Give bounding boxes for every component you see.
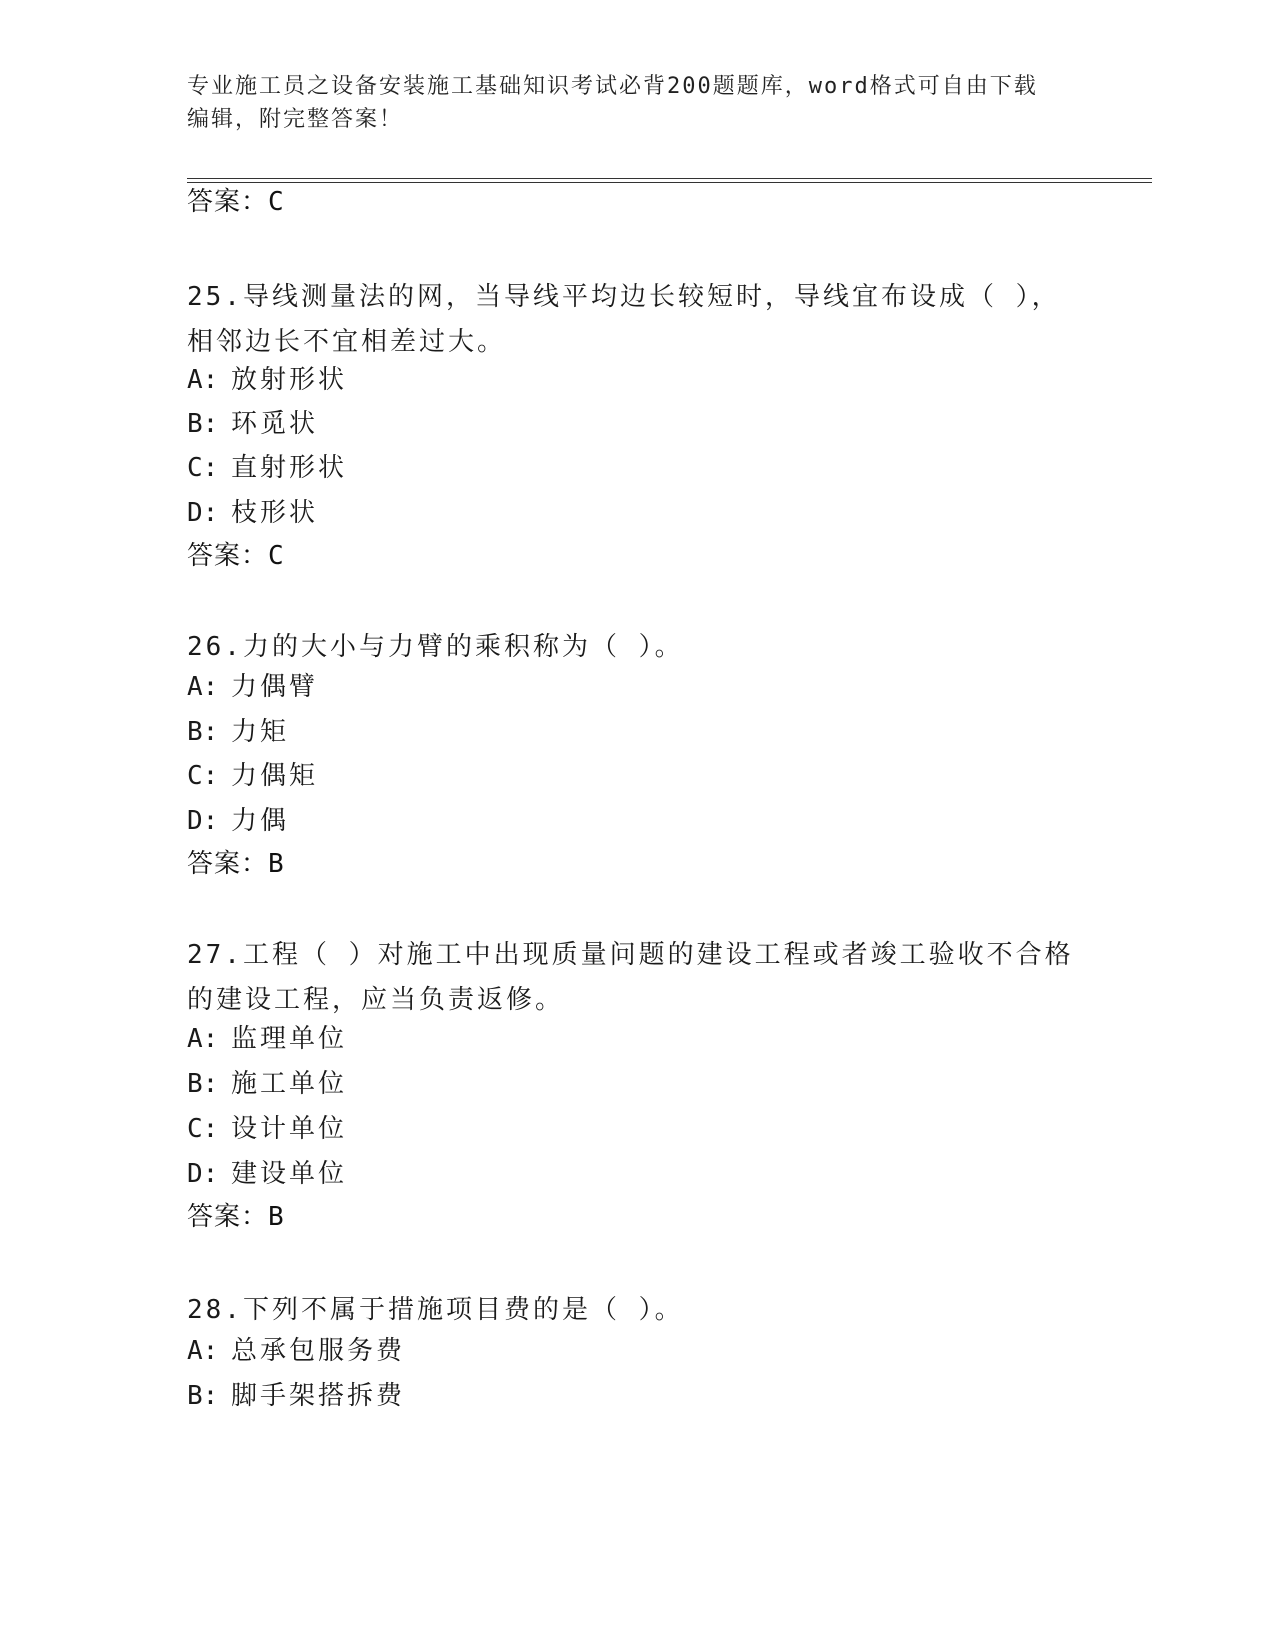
question-26-option-c <box>187 760 318 792</box>
answer-prefix: 答案： <box>187 541 269 571</box>
option-label: A: <box>187 1024 219 1054</box>
question-text-line: 相邻边长不宜相差过大。 <box>187 327 507 357</box>
question-27-text <box>187 933 1077 1023</box>
answer-value: B <box>268 849 285 879</box>
question-26-option-d <box>187 805 289 837</box>
question-28-option-a <box>187 1335 405 1367</box>
question-26-text <box>187 625 1077 670</box>
question-28-text <box>187 1288 1077 1333</box>
option-text: 设计单位 <box>231 1114 348 1144</box>
option-label: D: <box>187 1159 219 1189</box>
answer-prefix: 答案： <box>187 1202 269 1232</box>
option-text: 建设单位 <box>231 1159 348 1189</box>
option-label: C: <box>187 1114 219 1144</box>
question-25-option-c <box>187 452 347 484</box>
option-label: B: <box>187 1069 219 1099</box>
option-label: D: <box>187 806 219 836</box>
option-text: 脚手架搭拆费 <box>231 1381 406 1411</box>
question-27-answer <box>187 1201 285 1233</box>
option-label: C: <box>187 453 219 483</box>
question-27-option-c <box>187 1113 347 1145</box>
answer-prefix: 答案： <box>187 849 269 879</box>
question-25-text <box>187 275 1077 365</box>
question-25-option-d <box>187 497 318 529</box>
option-label: A: <box>187 365 219 395</box>
question-26-answer <box>187 848 285 880</box>
answer-value: C <box>268 541 285 571</box>
header-title-line-1: 专业施工员之设备安装施工基础知识考试必背200题题库，word格式可自由下载 <box>187 74 1038 99</box>
answer-value: C <box>268 187 285 217</box>
question-text-line: 的建设工程，应当负责返修。 <box>187 985 565 1015</box>
question-text-line: 26.力的大小与力臂的乘积称为（ ）。 <box>187 632 684 662</box>
question-28-option-b <box>187 1380 405 1412</box>
question-27-option-b <box>187 1068 347 1100</box>
question-25-option-a <box>187 364 347 396</box>
header-divider <box>187 178 1152 183</box>
option-text: 力偶 <box>231 806 290 836</box>
option-label: D: <box>187 498 219 528</box>
question-text-line: 28.下列不属于措施项目费的是（ ）。 <box>187 1295 684 1325</box>
option-text: 监理单位 <box>231 1024 348 1054</box>
option-text: 力偶臂 <box>231 672 319 702</box>
question-text-line: 27.工程（ ）对施工中出现质量问题的建设工程或者竣工验收不合格 <box>187 940 1074 970</box>
option-text: 施工单位 <box>231 1069 348 1099</box>
question-25-answer <box>187 540 285 572</box>
option-label: A: <box>187 1336 219 1366</box>
page-header <box>187 70 1067 136</box>
option-label: A: <box>187 672 219 702</box>
option-text: 环觅状 <box>231 409 319 439</box>
option-label: B: <box>187 409 219 439</box>
answer-value: B <box>268 1202 285 1232</box>
option-text: 力偶矩 <box>231 761 319 791</box>
option-text: 放射形状 <box>231 365 348 395</box>
question-27-option-a <box>187 1023 347 1055</box>
option-text: 力矩 <box>231 717 290 747</box>
option-label: B: <box>187 717 219 747</box>
question-25-option-b <box>187 408 318 440</box>
header-title-line-2: 编辑，附完整答案！ <box>187 107 404 132</box>
question-26-option-b <box>187 716 289 748</box>
question-27-option-d <box>187 1158 347 1190</box>
option-text: 枝形状 <box>231 498 319 528</box>
option-text: 总承包服务费 <box>231 1336 406 1366</box>
previous-answer <box>187 186 285 218</box>
option-label: C: <box>187 761 219 791</box>
answer-prefix: 答案： <box>187 187 269 217</box>
option-label: B: <box>187 1381 219 1411</box>
question-text-line: 25.导线测量法的网，当导线平均边长较短时，导线宜布设成（ ）， <box>187 282 1061 312</box>
option-text: 直射形状 <box>231 453 348 483</box>
question-26-option-a <box>187 671 318 703</box>
